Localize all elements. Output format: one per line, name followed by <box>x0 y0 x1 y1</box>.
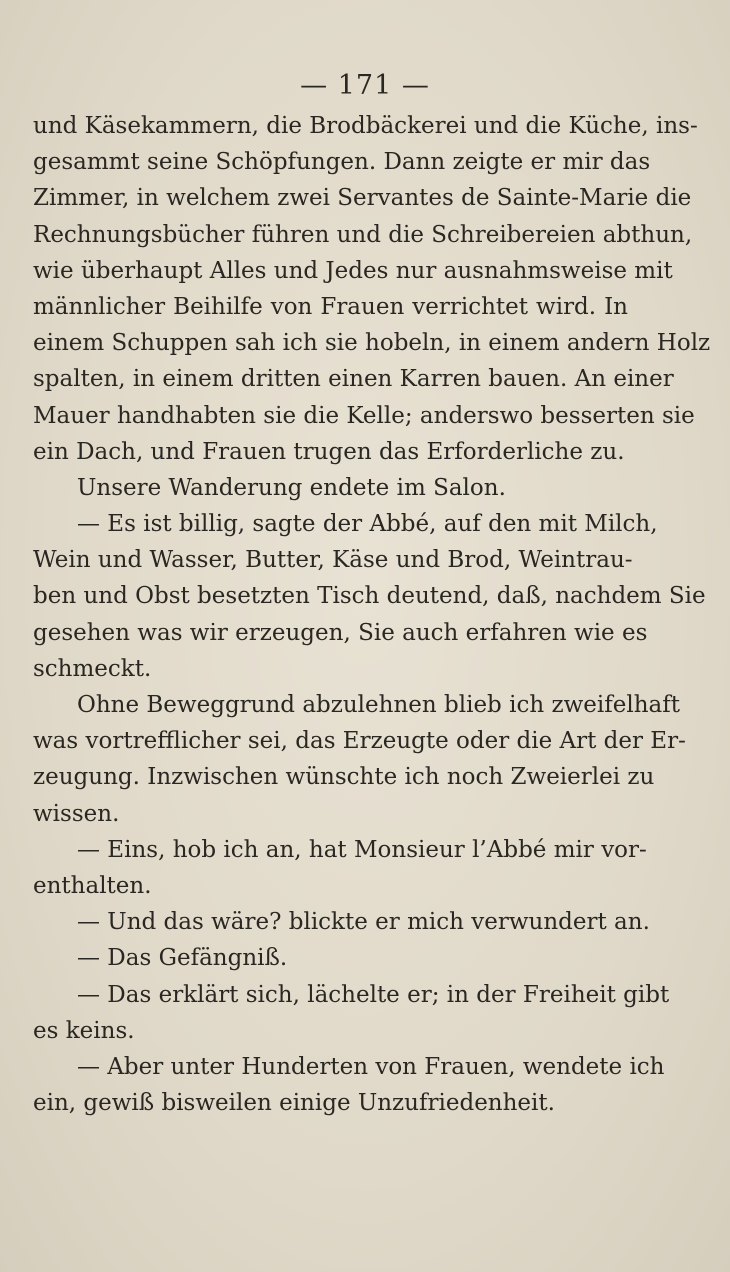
text-line: wie überhaupt Alles und Jedes nur ausnahmsweise mit <box>33 257 673 284</box>
text-line: — Aber unter Hunderten von Frauen, wendete ich <box>77 1053 665 1080</box>
text-line: Zimmer, in welchem zwei Servantes de Sainte-Marie die <box>33 185 692 212</box>
text-line: — Das Gefängniß. <box>77 945 288 972</box>
text-line: schmeckt. <box>33 655 152 682</box>
body-text <box>33 108 711 1121</box>
text-line: wissen. <box>33 800 120 827</box>
text-line: Ohne Beweggrund abzulehnen blieb ich zweifelhaft <box>77 692 680 718</box>
text-line: zeugung. Inzwischen wünschte ich noch Zweierlei zu <box>33 764 655 791</box>
text-line: ein Dach, und Frauen trugen das Erforderliche zu. <box>33 438 625 465</box>
text-line: spalten, in einem dritten einen Karren bauen. An einer <box>33 366 674 393</box>
text-line: gesammt seine Schöpfungen. Dann zeigte er mir das <box>33 149 651 176</box>
text-line: ein, gewiß bisweilen einige Unzufriedenheit. <box>33 1090 555 1117</box>
text-line: gesehen was wir erzeugen, Sie auch erfahren wie es <box>33 619 648 646</box>
text-line: — Und das wäre? blickte er mich verwundert an. <box>77 909 650 936</box>
text-line: einem Schuppen sah ich sie hobeln, in einem andern Holz <box>33 330 711 357</box>
text-line: ben und Obst besetzten Tisch deutend, daß, nachdem Sie <box>33 583 706 610</box>
text-line: Mauer handhabten sie die Kelle; anderswo besserten sie <box>33 402 695 429</box>
text-line: — Es ist billig, sagte der Abbé, auf den mit Milch, <box>77 511 658 538</box>
text-line: — Das erklärt sich, lächelte er; in der Freiheit gibt <box>77 981 670 1008</box>
text-line: männlicher Beihilfe von Frauen verrichtet wird. In <box>33 293 628 320</box>
text-line: Rechnungsbücher führen und die Schreibereien abthun, <box>33 221 693 248</box>
text-line: es keins. <box>33 1017 135 1044</box>
text-line: und Käsekammern, die Brodbäckerei und die Küche, ins- <box>33 113 698 139</box>
text-line: enthalten. <box>33 872 152 899</box>
text-line: was vortrefflicher sei, das Erzeugte oder die Art der Er- <box>33 728 686 755</box>
text-line: Wein und Wasser, Butter, Käse und Brod, Weintrau- <box>33 547 633 574</box>
page-number: — 171 — <box>300 70 430 101</box>
text-line: — Eins, hob ich an, hat Monsieur l’Abbé mir vor- <box>77 836 647 863</box>
text-line: Unsere Wanderung endete im Salon. <box>77 474 506 501</box>
